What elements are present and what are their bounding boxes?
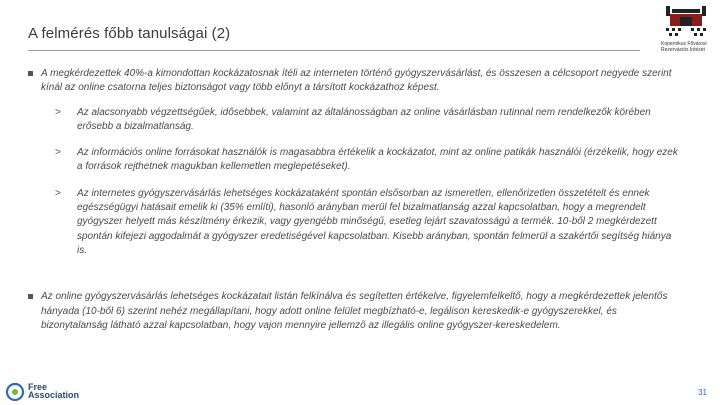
logo-line: Kopernikus Fővárosi	[661, 41, 707, 47]
sub-bullet-text: Az információs online forrásokat használók is magasabbra értékelik a kockázatot, mint az online patikák használói (érzékelik, hogy ezek a források rejthetnek magukban kellemetlen meglepetéseket).	[77, 147, 678, 173]
chevron-right-icon: >	[55, 106, 61, 118]
logo-line: Rezervációs Intézet	[661, 47, 705, 53]
bullet-text: Az online gyógyszervásárlás lehetséges kockázatait listán felkínálva és segítetten értékelve, figyelemfelkeltő, hogy a megkérdezettek jelentős hányada (10-ből 6) szerint nehéz megállapítani, hogy adott online felület megbízható-e, legálison kereskedik-e gyógyszerekkel, és bizonytalanság látható azzal kapcsolatban, hogy vajon mennyire jellemző az illegális online gyógyszer-kereskedelem.	[41, 291, 668, 331]
title-rule	[28, 50, 640, 51]
brand-name	[28, 383, 79, 399]
sub-bullet-text: Az internetes gyógyszervásárlás lehetséges kockázataként spontán elsősorban az ismeretlen, ellenőrizetlen összetételt és ennek egészségügyi hatásait emelik ki (35% említi), hasonló arányban merül fel bizalmatlanság azzal kapcsolatban, hogy a megrendelt gyógyszer helyett más készítmény érkezik, vagy gyengébb minőségű, esetleg lejárt szavatosságú a termék. 10-ből 2 megkérdezett spontán kifejezi aggodalmát a gyógyszer eredetiségével kapcsolatban. Kisebb arányban, spontán felmerül a szakértői segítség hiánya is.	[77, 187, 672, 256]
slide-title: A felmérés főbb tanulságai (2)	[28, 25, 231, 42]
bullet-item	[28, 67, 680, 96]
slide-content	[28, 67, 680, 333]
sub-bullet-item	[55, 187, 680, 258]
logo-caption	[661, 41, 713, 53]
square-bullet-icon	[28, 71, 33, 76]
sub-bullet-item	[55, 146, 680, 175]
bullet-text: A megkérdezettek 40%-a kimondottan kockázatosnak ítéli az interneten történő gyógyszervásárlást, és összesen a célcsoport negyede szerint kínál az online csatorna teljes biztonságot vagy több előnyt a társított kockázathoz képest.	[41, 68, 672, 94]
bullet-item	[28, 290, 680, 333]
sub-bullet-item	[55, 106, 680, 135]
chevron-right-icon: >	[55, 187, 61, 199]
square-bullet-icon	[28, 294, 33, 299]
brand-line: Association	[28, 390, 80, 400]
brand-line: Free	[28, 382, 48, 392]
sub-bullet-text: Az alacsonyabb végzettségűek, idősebbek, valamint az általánosságban az online vásárlásban rutinnal nem rendelkezők körében erősebb a bizalmatlanság.	[77, 106, 651, 132]
chevron-right-icon: >	[55, 147, 61, 159]
page-number: 31	[698, 388, 707, 397]
